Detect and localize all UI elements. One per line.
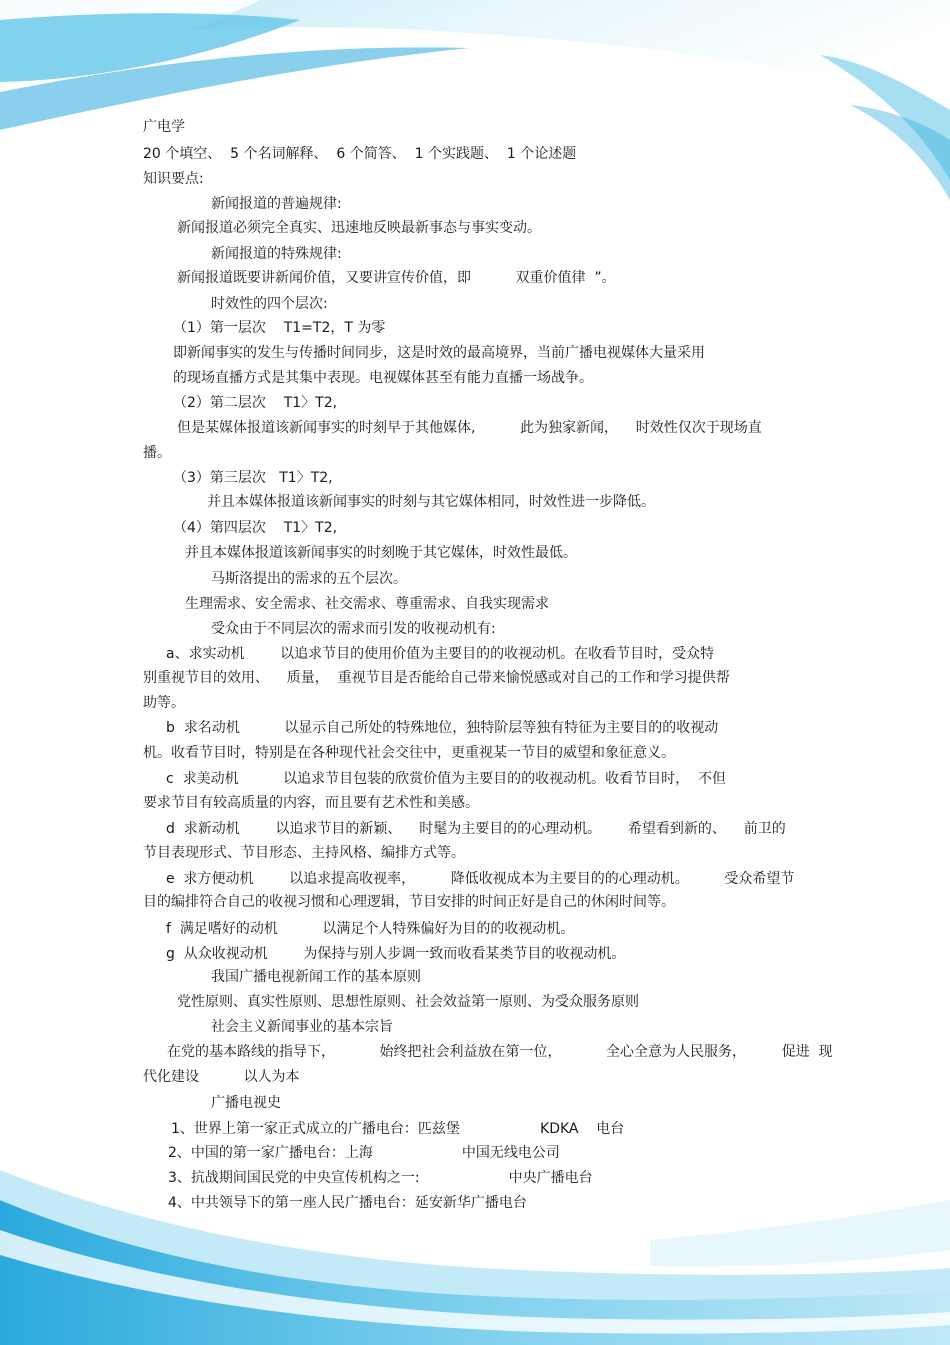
list-item: a、求实动机 以追求节目的使用价值为主要目的的收视动机。在收看节目时，受众特 <box>166 646 715 662</box>
list-item: （2）第二层次 T1〉T2, <box>173 395 338 411</box>
paragraph-line: 机。收看节目时，特别是在各种现代社会交往中，更重视某一节目的威望和象征意义。 <box>143 745 675 761</box>
paragraph-line: 的现场直播方式是其集中表现。电视媒体甚至有能力直播一场战争。 <box>173 370 593 386</box>
paragraph-line: 节目表现形式、节目形态、主持风格、编排方式等。 <box>143 845 465 861</box>
subheading: 受众由于不同层次的需求而引发的收视动机有: <box>211 621 496 637</box>
paragraph-line: 生理需求、安全需求、社交需求、尊重需求、自我实现需求 <box>185 596 549 612</box>
list-item: 4、中共领导下的第一座人民广播电台：延安新华广播电台 <box>168 1195 527 1211</box>
paragraph-line: 但是某媒体报道该新闻事实的时刻早于其他媒体, 此为独家新闻， 时效性仅次于现场直 <box>177 420 762 436</box>
subheading: 新闻报道的特殊规律: <box>211 246 342 262</box>
paragraph-line: 播。 <box>143 445 171 461</box>
list-item: c 求美动机 以追求节目包装的欣赏价值为主要目的的收视动机。收看节目时， 不但 <box>166 771 726 787</box>
list-item: （1）第一层次 T1=T2，T 为零 <box>173 320 386 336</box>
subheading: 社会主义新闻事业的基本宗旨 <box>211 1019 393 1035</box>
list-item: d 求新动机 以追求节目的新颖、 时髦为主要目的的心理动机。 希望看到新的、 前卫的 <box>166 821 786 837</box>
subheading: 我国广播电视新闻工作的基本原则 <box>211 969 421 985</box>
paragraph-line: 别重视节目的效用、 质量， 重视节目是否能给自己带来愉悦感或对自己的工作和学习提供帮 <box>143 670 730 686</box>
list-item: 2、中国的第一家广播电台：上海 中国无线电公司 <box>168 1145 560 1161</box>
paragraph-line: 在党的基本路线的指导下， 始终把社会利益放在第一位， 全心全意为人民服务， 促进 现 <box>167 1044 833 1060</box>
section-heading: 知识要点: <box>143 171 204 187</box>
paragraph-line: 助等。 <box>143 695 185 711</box>
list-item: f 满足嗜好的动机 以满足个人特殊偏好为目的的收视动机。 <box>166 921 575 937</box>
paragraph-line: 要求节目有较高质量的内容，而且要有艺术性和美感。 <box>143 795 479 811</box>
paragraph-line: 新闻报道必须完全真实、迅速地反映最新事态与事实变动。 <box>177 220 541 236</box>
doc-title: 广电学 <box>143 119 185 135</box>
list-item: （4）第四层次 T1〉T2, <box>173 520 338 536</box>
list-item: e 求方便动机 以追求提高收视率， 降低收视成本为主要目的的心理动机。 受众希望节 <box>166 871 795 887</box>
list-item: （3）第三层次 T1〉T2, <box>173 470 333 486</box>
paragraph-line: 即新闻事实的发生与传播时间同步，这是时效的最高境界，当前广播电视媒体大量采用 <box>173 345 705 361</box>
paragraph-line: 并且本媒体报道该新闻事实的时刻晚于其它媒体，时效性最低。 <box>185 545 577 561</box>
paragraph-line: 并且本媒体报道该新闻事实的时刻与其它媒体相同，时效性进一步降低。 <box>207 494 655 510</box>
paragraph-line: 新闻报道既要讲新闻价值，又要讲宣传价值，即 双重价值律 ”。 <box>177 270 616 286</box>
paragraph-line: 代化建设 以人为本 <box>143 1069 300 1085</box>
subheading: 广播电视史 <box>211 1095 281 1111</box>
exam-format: 20 个填空、 5 个名词解释、 6 个简答、 1 个实践题、 1 个论述题 <box>143 146 577 162</box>
subheading: 新闻报道的普遍规律: <box>211 196 342 212</box>
paragraph-line: 党性原则、真实性原则、思想性原则、社会效益第一原则、为受众服务原则 <box>177 994 639 1010</box>
list-item: g 从众收视动机 为保持与别人步调一致而收看某类节目的收视动机。 <box>166 946 626 962</box>
list-item: 1、世界上第一家正式成立的广播电台：匹兹堡 KDKA 电台 <box>171 1121 625 1137</box>
list-item: b 求名动机 以显示自己所处的特殊地位，独特阶层等独有特征为主要目的的收视动 <box>166 720 719 736</box>
subheading: 马斯洛提出的需求的五个层次。 <box>211 571 407 587</box>
list-item: 3、抗战期间国民党的中央宣传机构之一: 中央广播电台 <box>168 1170 593 1186</box>
paragraph-line: 目的编排符合自己的收视习惯和心理逻辑，节目安排的时间正好是自己的休闲时间等。 <box>143 894 675 910</box>
subheading: 时效性的四个层次: <box>211 296 328 312</box>
